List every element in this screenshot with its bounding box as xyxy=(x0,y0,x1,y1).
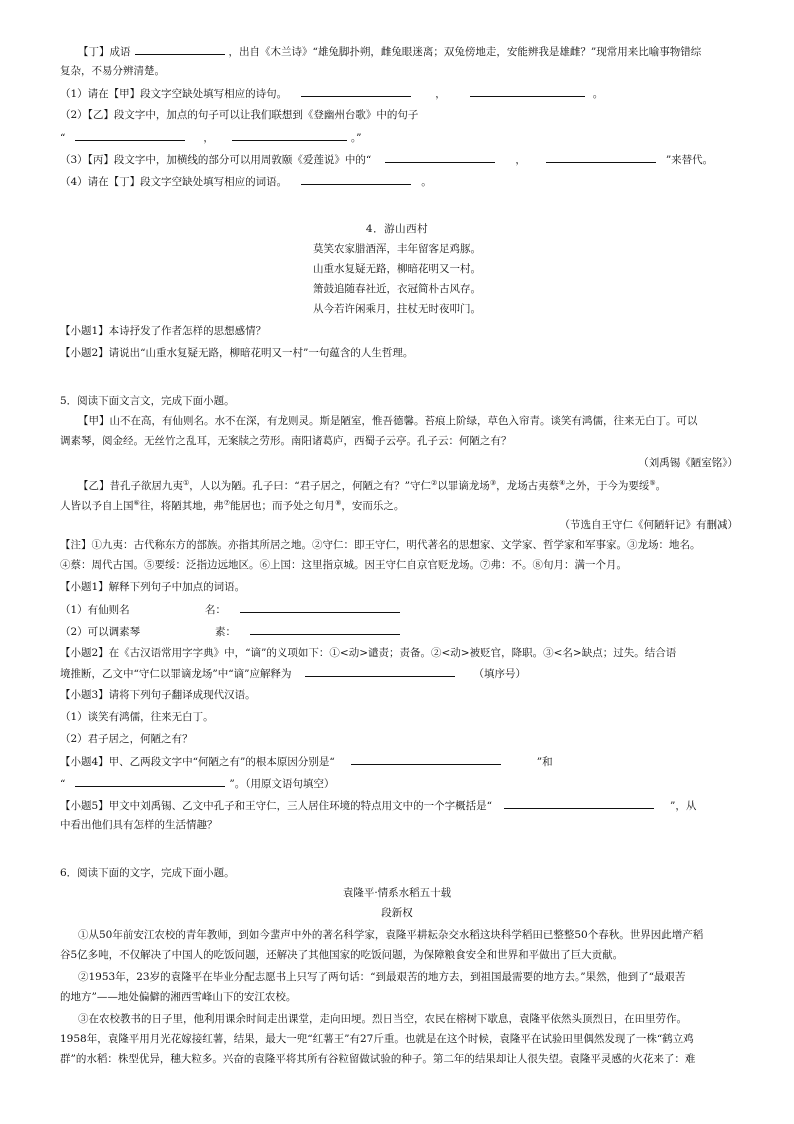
q5-sub2-line-1: 【小题2】在《古汉语常用字字典》中，“谪”的义项如下：①<动>谴责；责备。②<动>被贬官，降职。③<名>缺点；过失。结合语 xyxy=(60,647,677,659)
q3-sub1: （1）请在【甲】段文字空缺处填写相应的诗句。 ， 。 xyxy=(60,88,604,100)
q5-intro: 5．阅读下面文言文，完成下面小题。 xyxy=(60,395,235,407)
q5-sub4-line-1: 【小题4】甲、乙两段文字中“何陋之有”的根本原因分别是“ ”和 xyxy=(60,756,553,768)
q3-sub1-blank-2[interactable] xyxy=(470,86,585,97)
q3-sub3: （3）【丙】段文字中，加横线的部分可以用周敦颐《爱莲说》中的“ ， ”来替代。 xyxy=(60,154,714,166)
q5-jia-line-2: 调素琴，阅金经。无丝竹之乱耳，无案牍之劳形。南阳诸葛庐，西蜀子云亭。孔子云：何陋之有？ xyxy=(60,435,512,447)
q3-sub3-blank-1[interactable] xyxy=(385,152,495,163)
q5-sub2-blank[interactable] xyxy=(305,666,455,677)
q5-sub1-blank-1[interactable] xyxy=(240,602,400,613)
q6-intro: 6．阅读下面的文字，完成下面小题。 xyxy=(60,867,235,879)
q3-sub2-blank-2[interactable] xyxy=(232,130,347,141)
q4-poem-line-3: 箫鼓追随春社近，衣冠简朴古风存。 xyxy=(313,283,481,295)
q5-sub2-line-2: 境推断，乙文中“守仁以罪谪龙场”中“谪”应解释为 （填序号） xyxy=(60,668,526,680)
q6-paragraph-1-line-2: 谷5亿多吨，不仅解决了中国人的吃饭问题，还解决了其他国家的吃饭问题，为保障粮食安全和世界和平做出了巨大贡献。 xyxy=(60,949,624,961)
q4-subquestion-1: 【小题1】本诗抒发了作者怎样的思想感情？ xyxy=(60,325,267,337)
q5-jia-source: （刘禹锡《陋室铭》） xyxy=(638,457,738,469)
q5-sub3: 【小题3】请将下列句子翻译成现代汉语。 xyxy=(60,689,256,701)
q3-sub4-blank[interactable] xyxy=(301,174,411,185)
q6-article-author: 段新权 xyxy=(381,907,413,919)
q6-paragraph-2-line-1: ②1953年，23岁的袁隆平在毕业分配志愿书上只写了两句话：“到最艰苦的地方去，到祖国最需要的地方去。”果然，他到了“最艰苦 xyxy=(78,971,686,983)
q4-poem-line-1: 莫笑农家腊酒浑，丰年留客足鸡豚。 xyxy=(313,243,481,255)
q5-yi-source: （节选自王守仁《何陋轩记》有删减） xyxy=(559,519,738,531)
q6-paragraph-2-line-2: 的地方”——地处偏僻的湘西雪峰山下的安江农校。 xyxy=(60,991,297,1003)
q5-notes-line-1: 【注】①九夷：古代称东方的部族。亦指其所居之地。②守仁：即王守仁，明代著名的思想家、文学家、哲学家和军事家。③龙场：地名。 xyxy=(60,539,701,551)
q5-sub1-item-1: （1）有仙则名 名： xyxy=(60,602,740,617)
q5-notes-line-2: ④蔡：周代古国。⑤要绥：泛指边远地区。⑥上国：这里指京城。因王守仁自京官贬龙场。⑦弗：不。⑧旬月：满一个月。 xyxy=(60,559,627,571)
ding-paragraph-line-1: 【丁】成语 ，出自《木兰诗》“雄兔脚扑朔，雌兔眼迷离；双兔傍地走，安能辨我是雄雌？”现常用来比喻事物错综 xyxy=(78,46,702,58)
q6-paragraph-3-line-3: 群”的水稻：株型优异，穗大粒多。兴奋的袁隆平将其所有谷粒留做试验的种子。第二年的结果却让人很失望。袁隆平灵感的火花来了：难 xyxy=(60,1053,696,1065)
q5-sub4-blank-1[interactable] xyxy=(351,754,501,765)
q3-sub4: （4）请在【丁】段文字空缺处填写相应的词语。 。 xyxy=(60,176,432,188)
q6-paragraph-3-line-1: ③在农校教书的日子里，他利用课余时间走出课堂，走向田埂。烈日当空，农民在榕树下歇息，袁隆平依然头顶烈日，在田里劳作。 xyxy=(78,1013,687,1025)
ding-paragraph-line-2: 复杂，不易分辨清楚。 xyxy=(60,65,165,77)
q5-jia-line-1: 【甲】山不在高，有仙则名。水不在深，有龙则灵。斯是陋室，惟吾德馨。苔痕上阶绿，草色入帘青。谈笑有鸿儒，往来无白丁。可以 xyxy=(78,415,698,427)
q4-poem-title: 4．游山西村 xyxy=(365,223,429,235)
q5-sub3-item-2: （2）君子居之，何陋之有？ xyxy=(60,733,193,745)
q5-yi-line-2: 人皆以予自上国⑥往，将陋其地，弗⑦能居也；而予处之旬月⑧，安而乐之。 xyxy=(60,499,405,512)
q6-paragraph-1-line-1: ①从50年前安江农校的青年教师，到如今蜚声中外的著名科学家，袁隆平耕耘杂交水稻这块科学稻田已整整50个春秋。世界因此增产稻 xyxy=(78,929,704,941)
q4-subquestion-2: 【小题2】请说出“山重水复疑无路，柳暗花明又一村”一句蕴含的人生哲理。 xyxy=(60,347,414,359)
q3-sub2-answer: “ ， 。” xyxy=(60,132,362,144)
q3-sub3-blank-2[interactable] xyxy=(546,152,656,163)
q5-sub5-line-2: 中看出他们具有怎样的生活情趣？ xyxy=(60,819,218,831)
q6-paragraph-3-line-2: 1958年，袁隆平用月光花嫁接红薯，结果，最大一兜“红薯王”有27斤重。也就是在这个时候，袁隆平在试验田里偶然发现了一株“鹤立鸡 xyxy=(60,1033,694,1045)
q5-sub1-item-2: （2）可以调素琴 素： xyxy=(60,624,740,639)
q5-sub1-blank-2[interactable] xyxy=(250,624,400,635)
q5-yi-line-1: 【乙】昔孔子欲居九夷①，人以为陋。孔子曰：“君子居之，何陋之有？”守仁②以罪谪龙场③，龙场古夷蔡④之外，于今为要绥⑤。 xyxy=(78,479,667,492)
q6-article-title: 袁隆平·情系水稻五十载 xyxy=(342,887,452,899)
q5-sub5-line-1: 【小题5】甲文中刘禹锡、乙文中孔子和王守仁，三人居住环境的特点用文中的一个字概括是“ ”，从 xyxy=(60,800,697,812)
q4-poem-line-4: 从今若许闲乘月，拄杖无时夜叩门。 xyxy=(313,303,481,315)
q5-sub1: 【小题1】解释下列句子中加点的词语。 xyxy=(60,581,246,593)
q3-sub2: （2）【乙】段文字中，加点的句子可以让我们联想到《登幽州台歌》中的句子 xyxy=(60,109,419,121)
q4-poem-line-2: 山重水复疑无路，柳暗花明又一村。 xyxy=(313,263,481,275)
q5-sub5-blank[interactable] xyxy=(504,798,654,809)
q3-sub2-blank-1[interactable] xyxy=(75,130,185,141)
q3-sub1-blank-1[interactable] xyxy=(301,86,411,97)
q5-sub4-line-2: “ ”。（用原文语句填空） xyxy=(60,778,335,790)
q5-sub4-blank-2[interactable] xyxy=(75,776,225,787)
ding-idiom-blank[interactable] xyxy=(135,44,225,55)
q5-sub3-item-1: （1）谈笑有鸿儒，往来无白丁。 xyxy=(60,711,214,723)
